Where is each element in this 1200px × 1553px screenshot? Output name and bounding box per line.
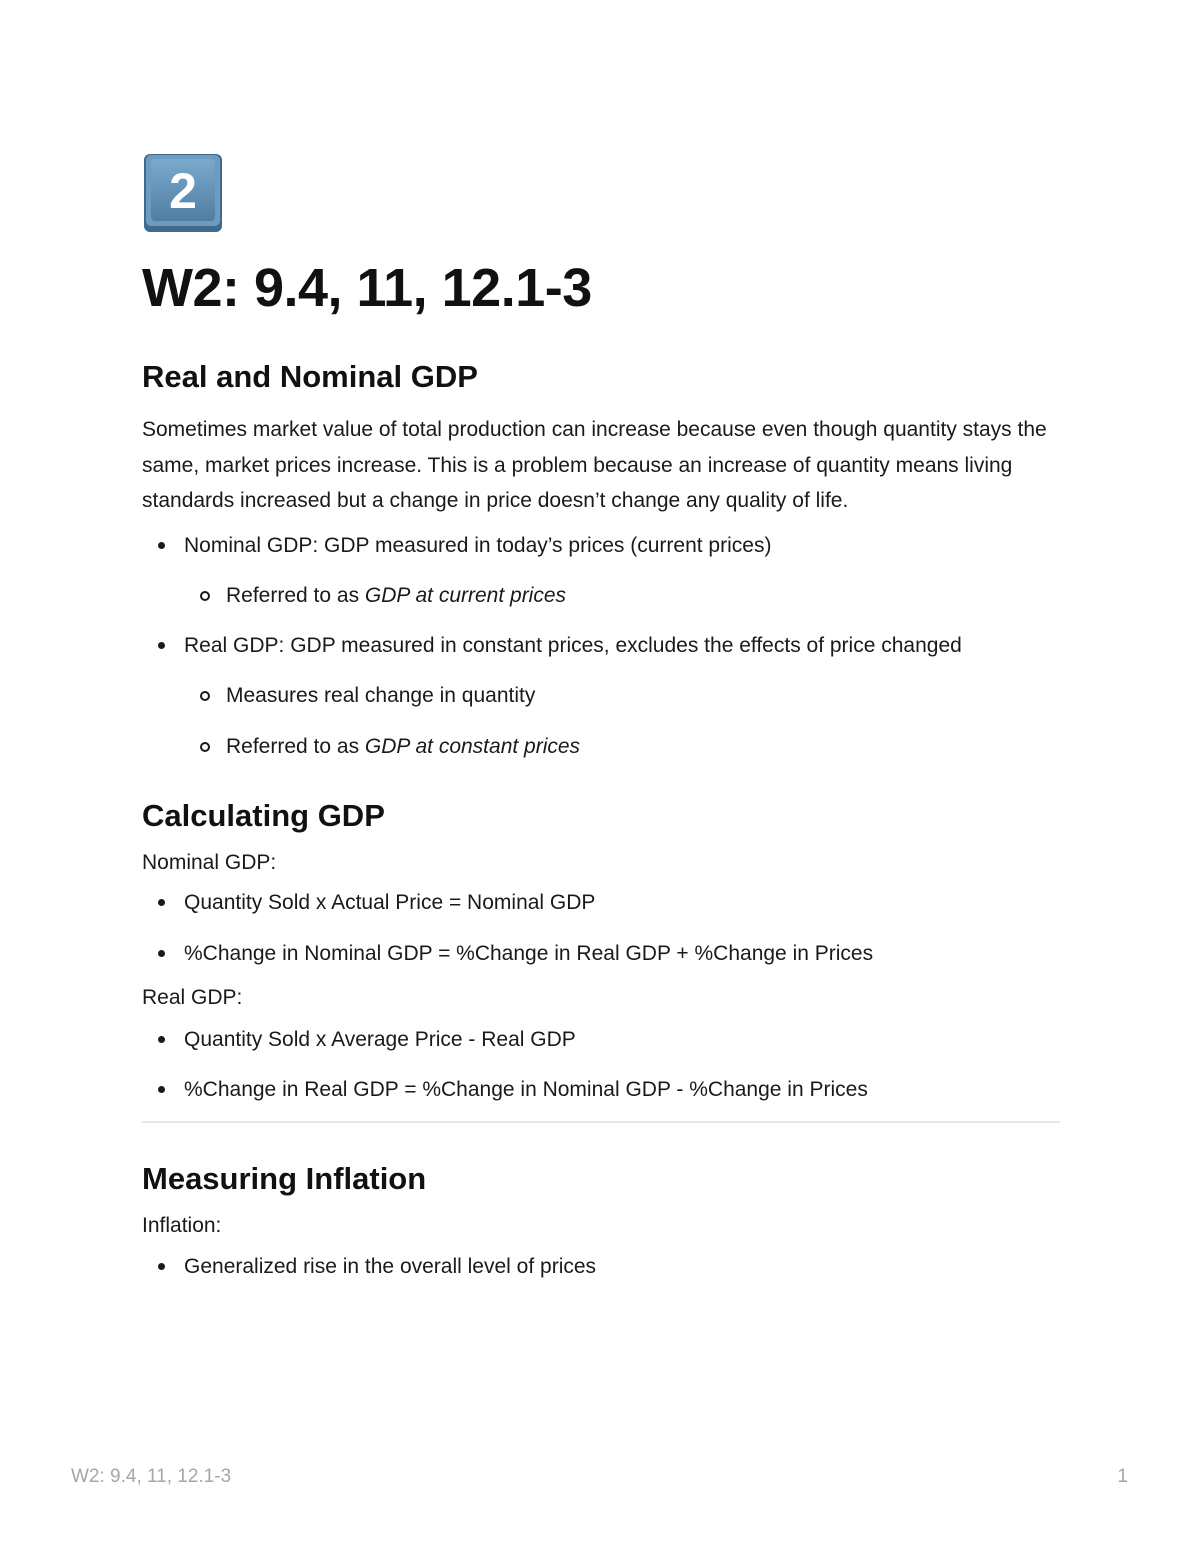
label-inflation: Inflation: xyxy=(142,1213,222,1237)
section-divider xyxy=(142,1121,1060,1123)
list-item-text: Real GDP: GDP measured in constant prices, excludes the effects of price changed xyxy=(184,633,962,657)
paragraph-intro: Sometimes market value of total production can increase because even though quantity stays the same, market prices increase. This is a problem because an increase of quantity means living standards increased but a change in price doesn’t change any quality of life. xyxy=(142,418,1047,512)
sublist-item-prefix: Referred to as xyxy=(226,734,365,758)
document-page xyxy=(142,152,1060,1282)
list-gdp-types xyxy=(142,531,1060,762)
sublist-real xyxy=(184,681,1060,762)
sublist-item-current-prices xyxy=(184,581,1060,611)
list-item-formula: %Change in Real GDP = %Change in Nominal GDP - %Change in Prices xyxy=(142,1075,1060,1105)
sublist-item-constant-prices xyxy=(184,732,1060,762)
sublist-item-emphasis: GDP at constant prices xyxy=(364,734,581,758)
list-item-formula: Quantity Sold x Average Price - Real GDP xyxy=(142,1025,1060,1055)
list-real-formulas xyxy=(142,1025,1060,1105)
label-real-gdp: Real GDP: xyxy=(142,986,243,1009)
keycap-digit-two-icon xyxy=(142,152,224,234)
sublist-nominal xyxy=(184,581,1060,611)
list-inflation xyxy=(142,1252,1060,1282)
list-item-formula: Quantity Sold x Actual Price = Nominal GDP xyxy=(142,888,1060,918)
heading-real-nominal-gdp: Real and Nominal GDP xyxy=(142,359,478,394)
sublist-item-real-change: Measures real change in quantity xyxy=(184,681,1060,711)
footer-page-number: 1 xyxy=(1117,1466,1128,1487)
sublist-item-emphasis: GDP at current prices xyxy=(364,583,567,607)
heading-measuring-inflation: Measuring Inflation xyxy=(142,1160,427,1196)
list-item-formula: %Change in Nominal GDP = %Change in Real GDP + %Change in Prices xyxy=(142,939,1060,969)
list-item-text: Nominal GDP: GDP measured in today’s prices (current prices) xyxy=(184,533,772,557)
heading-calculating-gdp: Calculating GDP xyxy=(142,797,385,833)
list-item-nominal-gdp xyxy=(142,531,1060,611)
sublist-item-prefix: Referred to as xyxy=(226,583,365,607)
footer-title: W2: 9.4, 11, 12.1-3 xyxy=(71,1466,232,1487)
page-title: W2: 9.4, 11, 12.1-3 xyxy=(142,258,592,318)
list-item-inflation-definition: Generalized rise in the overall level of prices xyxy=(142,1252,1060,1282)
svg-text:2: 2 xyxy=(169,163,197,219)
list-item-real-gdp xyxy=(142,631,1060,762)
label-nominal-gdp: Nominal GDP: xyxy=(142,850,277,874)
list-nominal-formulas xyxy=(142,888,1060,969)
